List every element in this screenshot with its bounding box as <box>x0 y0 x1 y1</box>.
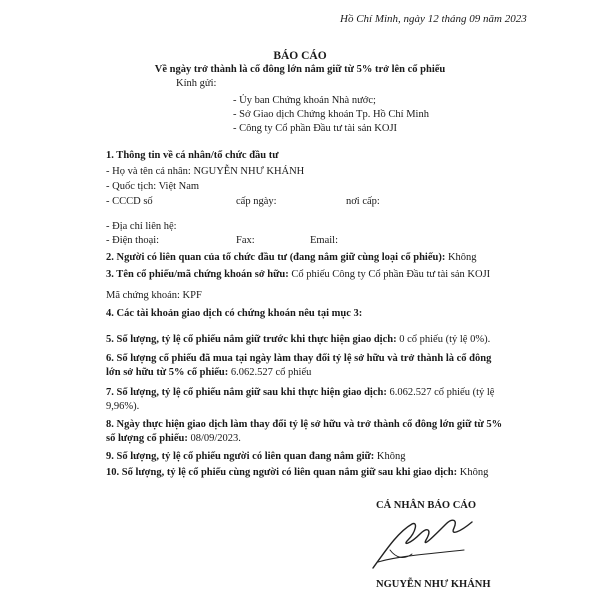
section-5 <box>106 333 490 346</box>
investor-phone: - Điện thoại: <box>106 235 160 246</box>
section-8-line2 <box>106 432 241 445</box>
issue-place-label: nơi cấp: <box>346 196 380 207</box>
investor-email: Email: <box>310 235 338 246</box>
recipient-item: - Công ty Cổ phần Đầu tư tài sản KOJI <box>233 123 398 134</box>
section-6-heading-line1: 6. Số lượng cổ phiếu đã mua tại ngày làm thay đổi tỷ lệ sở hữu và trở thành là cổ đông <box>106 353 492 364</box>
investor-nationality: - Quốc tịch: Việt Nam <box>106 181 200 192</box>
investor-fax: Fax: <box>236 235 255 246</box>
recipients-label: Kính gửi: <box>176 78 217 89</box>
section-3-heading: 3. Tên cổ phiếu/mã chứng khoán sở hữu: <box>106 269 289 280</box>
issue-date-label: cấp ngày: <box>236 196 277 207</box>
investor-name: - Họ và tên cá nhân: NGUYỄN NHƯ KHÁNH <box>106 166 305 177</box>
section-7-value-line2: 9,96%). <box>106 401 140 412</box>
section-7 <box>106 386 494 399</box>
section-8-heading-line2: số lượng cổ phiếu: <box>106 433 188 444</box>
section-10 <box>106 466 488 479</box>
section-5-heading: 5. Số lượng, tỷ lệ cổ phiếu nắm giữ trước khi thực hiện giao dịch: <box>106 334 397 345</box>
section-4-heading: 4. Các tài khoản giao dịch có chứng khoán nêu tại mục 3: <box>106 308 363 319</box>
section-7-heading: 7. Số lượng, tỷ lệ cổ phiếu nắm giữ sau khi thực hiện giao dịch: <box>106 387 387 398</box>
handwritten-signature <box>368 510 478 575</box>
section-9-heading: 9. Số lượng, tỷ lệ cổ phiếu người có liên quan đang nắm giữ: <box>106 451 375 462</box>
document-subtitle: Về ngày trở thành là cổ đông lớn nắm giữ từ 5% trở lên cổ phiếu <box>154 64 446 75</box>
section-1-heading: 1. Thông tin về cá nhân/tổ chức đầu tư <box>106 150 279 161</box>
signature-title: CÁ NHÂN BÁO CÁO <box>376 500 477 511</box>
recipient-item: - Ủy ban Chứng khoán Nhà nước; <box>233 95 376 106</box>
recipient-item: - Sở Giao dịch Chứng khoán Tp. Hồ Chí Minh <box>233 109 429 120</box>
section-10-value: Không <box>457 467 489 478</box>
section-2 <box>106 251 477 264</box>
investor-address: - Địa chỉ liên hệ: <box>106 221 177 232</box>
section-8-heading-line1: 8. Ngày thực hiện giao dịch làm thay đổi tỷ lệ sở hữu và trở thành cổ đông lớn giữ từ 5% <box>106 419 503 430</box>
section-6-value: 6.062.527 cổ phiếu <box>228 367 312 378</box>
section-6-heading-line2: lớn sở hữu từ 5% cổ phiếu: <box>106 367 229 378</box>
section-10-heading: 10. Số lượng, tỷ lệ cổ phiếu cùng người có liên quan nắm giữ sau khi giao dịch: <box>106 467 458 478</box>
document-title: BÁO CÁO <box>273 50 327 62</box>
section-8-value: 08/09/2023. <box>187 433 241 444</box>
section-3 <box>106 268 490 281</box>
section-2-value: Không <box>445 252 477 263</box>
place-date: Hồ Chí Minh, ngày 12 tháng 09 năm 2023 <box>340 13 527 25</box>
section-9 <box>106 450 406 463</box>
investor-id-label: - CCCD số <box>106 196 153 207</box>
stock-code: Mã chứng khoán: KPF <box>106 290 202 301</box>
section-5-value: 0 cổ phiếu (tỷ lệ 0%). <box>396 334 491 345</box>
section-3-value: Cổ phiếu Công ty Cổ phần Đầu tư tài sản KOJI <box>288 269 491 280</box>
section-9-value: Không <box>374 451 406 462</box>
section-2-heading: 2. Người có liên quan của tổ chức đầu tư (đang nắm giữ cùng loại cổ phiếu): <box>106 252 446 263</box>
section-6-line2 <box>106 366 311 379</box>
signer-name: NGUYỄN NHƯ KHÁNH <box>376 579 491 590</box>
section-7-value: 6.062.527 cổ phiếu (tỷ lệ <box>386 387 495 398</box>
